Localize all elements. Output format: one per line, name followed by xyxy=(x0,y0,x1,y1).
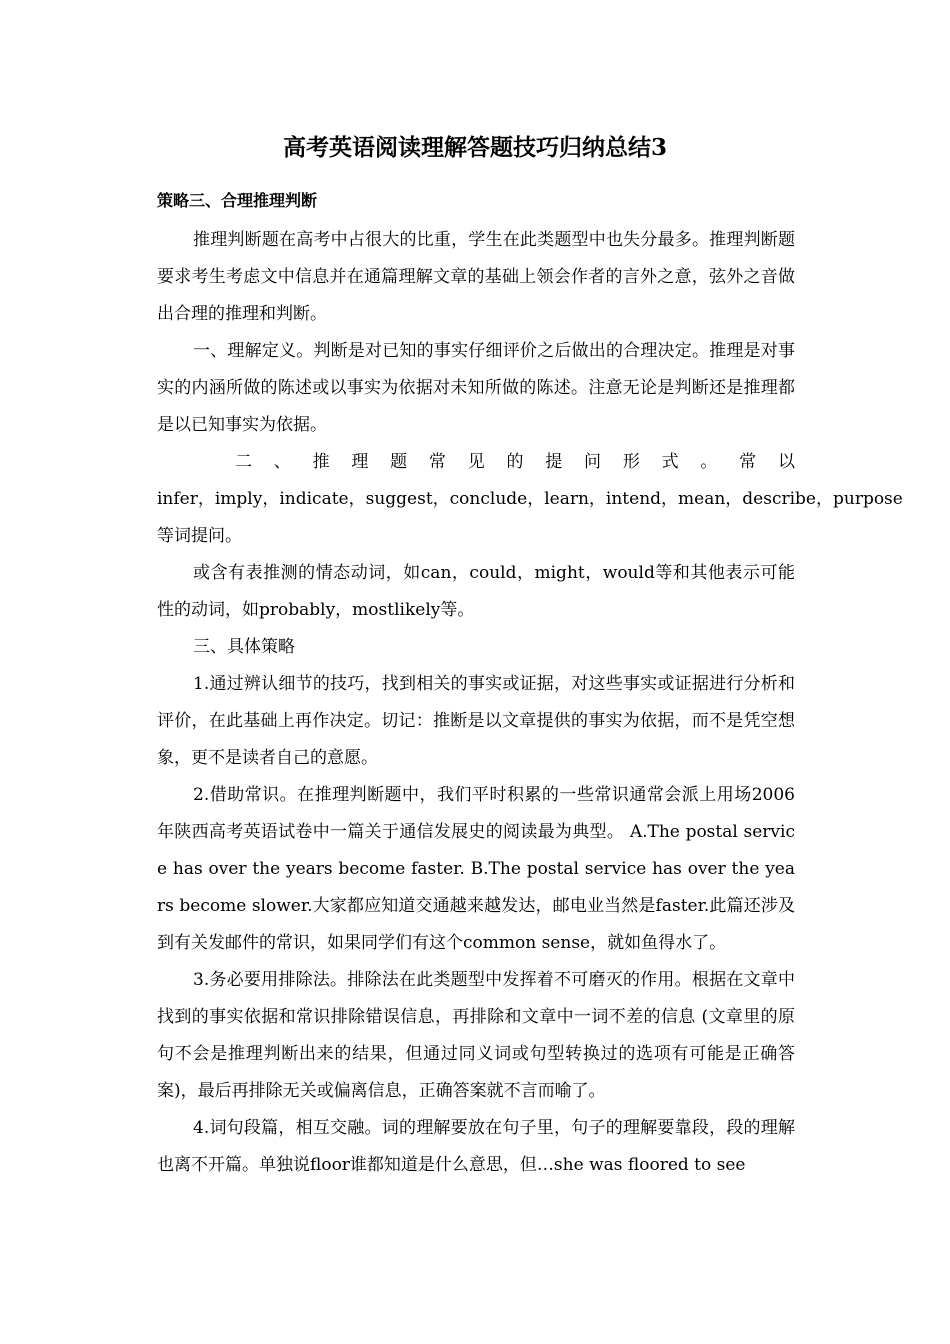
paragraph-intro: 推理判断题在高考中占很大的比重，学生在此类题型中也失分最多。推理判断题要求考生考虑文中信息并在通篇理解文章的基础上领会作者的言外之意，弦外之音做出合理的推理和判断。 xyxy=(157,230,795,324)
paragraph-question-tail: 等词提问。 xyxy=(157,526,242,546)
spread-char: 二 xyxy=(235,452,252,472)
paragraph-definition: 一、理解定义。判断是对已知的事实仔细评价之后做出的合理决定。推理是对事实的内涵所做的陈述或以事实为依据对未知所做的陈述。注意无论是判断还是推理都是以已知事实为依据。 xyxy=(157,341,795,435)
strategy-heading: 策略三、合理推理判断 xyxy=(157,191,318,210)
spread-char: 理 xyxy=(351,452,369,472)
paragraph-question-words: infer，imply，indicate，suggest，conclude，learn，intend，mean，describe，purpose xyxy=(157,489,903,509)
paragraph-strategy-1: 1.通过辨认细节的技巧，找到相关的事实或证据，对这些事实或证据进行分析和评价，在此基础上再作决定。切记：推断是以文章提供的事实为依据，而不是凭空想象，更不是读者自己的意愿。 xyxy=(157,674,795,768)
spread-char: 式 xyxy=(661,452,679,472)
spread-char: 提 xyxy=(545,452,563,472)
paragraph-strategy-4: 4.词句段篇，相互交融。词的理解要放在句子里，句子的理解要靠段，段的理解也离不开篇。单独说floor谁都知道是什么意思，但…she was floored to see xyxy=(157,1118,795,1175)
spread-char: 以 xyxy=(777,452,795,472)
spread-char: 常 xyxy=(428,452,446,472)
spread-char: 常 xyxy=(739,452,757,472)
spread-char: 推 xyxy=(312,452,330,472)
spread-char: 见 xyxy=(467,452,485,472)
document-title: 高考英语阅读理解答题技巧归纳总结3 xyxy=(282,134,667,161)
spread-char: 题 xyxy=(390,452,408,472)
spread-char: 、 xyxy=(273,452,291,472)
paragraph-strategy-2: 2.借助常识。在推理判断题中，我们平时积累的一些常识通常会派上用场2006年陕西高考英语试卷中一篇关于通信发展史的阅读最为典型。 A.The postal service has over the years become faster. B.The postal service has over the years become slower.大家都应知道交通越来越发达，邮电业当然是faster.此篇还涉及到有关发邮件的常识，如果同学们有这个common sense，就如鱼得水了。 xyxy=(157,785,795,953)
spread-char: 问 xyxy=(584,452,602,472)
paragraph-strategy-3: 3.务必要用排除法。排除法在此类题型中发挥着不可磨灭的作用。根据在文章中找到的事实依据和常识排除错误信息，再排除和文章中一词不差的信息 (文章里的原句不会是推理判断出来的结果，但通过同义词或句型转换过的选项有可能是正确答案)，最后再排除无关或偏离信息，正确答案就不言而喻了。 xyxy=(157,970,795,1101)
spread-char: 形 xyxy=(622,452,640,472)
document-body xyxy=(157,222,903,1184)
paragraph-strategies-heading: 三、具体策略 xyxy=(193,637,295,657)
paragraph-question-forms-spread xyxy=(157,444,795,481)
spread-char: 。 xyxy=(700,452,718,472)
paragraph-modal-verbs: 或含有表推测的情态动词，如can，could，might，would等和其他表示可能性的动词，如probably，mostlikely等。 xyxy=(157,563,795,620)
spread-char: 的 xyxy=(506,452,524,472)
